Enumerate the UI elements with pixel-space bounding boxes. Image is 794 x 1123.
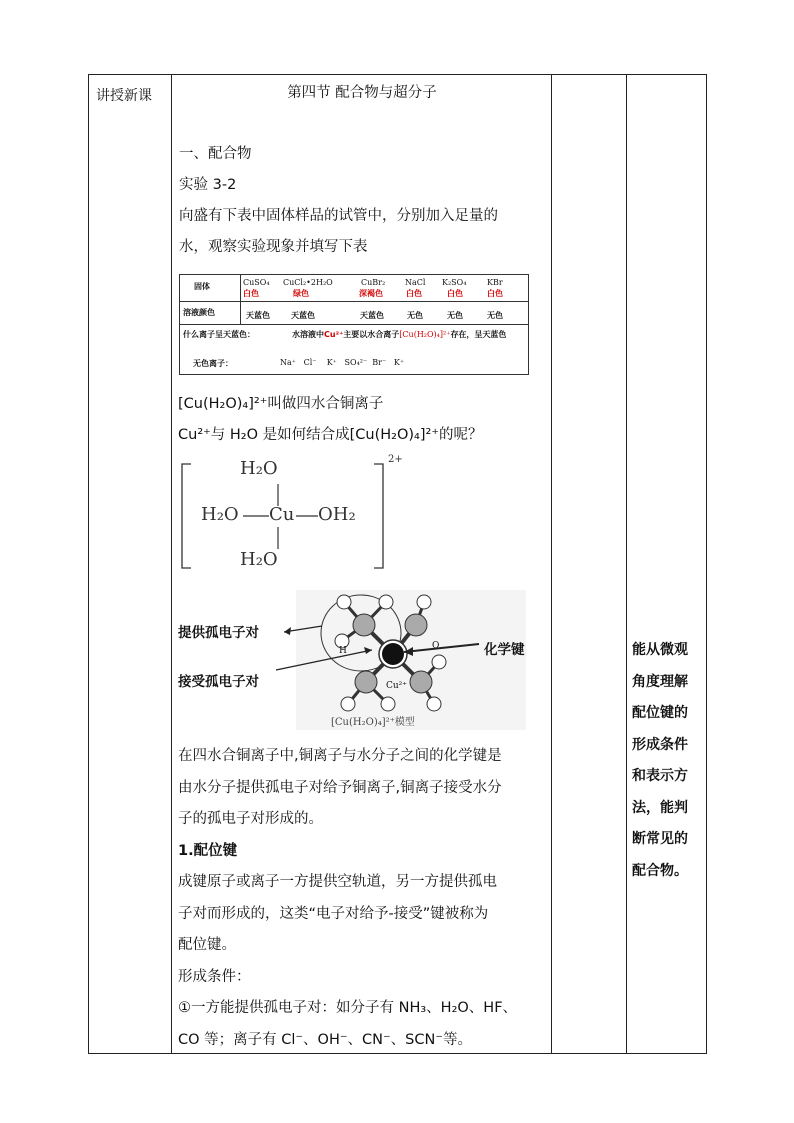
row-label: 讲授新课 (96, 88, 152, 104)
solid-color: 白色 (487, 289, 503, 298)
header-solid: 固体 (194, 282, 210, 291)
solid-color: 白色 (243, 289, 259, 298)
objective-line: 配位键的 (632, 705, 688, 721)
paragraph-line: 成键原子或离子一方提供空轨道，另一方提供孤电 (178, 874, 497, 890)
table-rule (180, 301, 528, 302)
named-line: [Cu(H₂O)₄]²⁺叫做四水合铜离子 (178, 396, 384, 412)
intro-line: 水，观察实验现象并填写下表 (179, 239, 368, 255)
conditions-label: 形成条件： (178, 968, 251, 985)
model-caption: [Cu(H₂O)₄]²⁺模型 (331, 717, 415, 728)
condition-line: ①一方能提供孤电子对：如分子有 NH₃、H₂O、HF、 (178, 1000, 518, 1016)
paragraph-1 (178, 741, 517, 1056)
objective-line: 形成条件 (632, 736, 688, 753)
objective-line: 配合物。 (632, 862, 688, 879)
label-accept: 接受孤电子对 (178, 674, 259, 690)
solution-color: 天蓝色 (360, 311, 384, 320)
solution-color: 无色 (447, 311, 463, 320)
solution-color: 无色 (407, 311, 423, 320)
objective-line: 和表示方 (632, 768, 688, 784)
solution-color: 无色 (487, 311, 503, 320)
question-label: 什么离子呈天蓝色： (183, 330, 255, 339)
solid-formula: CuBr₂ (361, 278, 386, 287)
solid-formula: CuCl₂•2H₂O (283, 278, 333, 287)
solid-formula: NaCl (405, 278, 426, 287)
solid-color: 绿色 (293, 289, 309, 298)
paragraph-line: 在四水合铜离子中,铜离子与水分子之间的化学键是 (178, 748, 502, 764)
table-divider (240, 275, 241, 324)
solid-color: 白色 (406, 289, 422, 298)
charge: 2+ (388, 454, 403, 465)
answer-part: 存在，呈天蓝色 (450, 330, 507, 339)
question-line: Cu²⁺与 H₂O 是如何结合成[Cu(H₂O)₄]²⁺的呢？ (178, 427, 483, 443)
answer-text (292, 329, 506, 340)
atom-cu: Cu²⁺ (386, 681, 408, 691)
column-divider (551, 75, 552, 1053)
metal-center: Cu (269, 504, 295, 525)
atom-o: O (432, 641, 440, 651)
solid-formula: K₂SO₄ (442, 278, 467, 287)
section-heading: 一、配合物 (179, 146, 252, 162)
answer-complex: [Cu(H₂O)₄]²⁺ (399, 330, 451, 339)
answer-ion: Cu²⁺ (324, 330, 344, 339)
paragraph-line: 子对而形成的，这类“电子对给予-接受”键被称为 (178, 905, 489, 922)
experiment-table (179, 274, 529, 375)
solid-formula: KBr (487, 278, 503, 287)
label-provide: 提供孤电子对 (178, 625, 259, 641)
ligand-bottom: H₂O (240, 549, 278, 570)
header-solution: 溶液颜色 (183, 308, 215, 317)
table-rule (180, 324, 528, 325)
solution-color: 天蓝色 (246, 311, 270, 320)
objective-line: 法，能判 (632, 799, 688, 816)
column-divider (171, 75, 172, 1053)
colorless-label: 无色离子： (193, 359, 233, 368)
ligand-left: H₂O (201, 504, 239, 525)
solid-color: 白色 (447, 289, 463, 298)
answer-part: 水溶液中 (292, 330, 324, 339)
paragraph-line: 子的孤电子对形成的。 (178, 811, 323, 827)
coord-bond-heading: 1.配位键 (178, 842, 238, 859)
colorless-ions: Na⁺ Cl⁻ K⁺ SO₄²⁻ Br⁻ K⁺ (280, 358, 405, 367)
column-divider (626, 75, 627, 1053)
atom-h: H (339, 646, 347, 656)
objective-line: 断常见的 (632, 831, 688, 847)
section-title: 第四节 配合物与超分子 (287, 85, 437, 101)
paragraph-line: 由水分子提供孤电子对给予铜离子,铜离子接受水分 (178, 779, 502, 796)
experiment-label: 实验 3-2 (179, 177, 237, 193)
solid-color: 深褐色 (359, 289, 383, 298)
model-figure (176, 588, 526, 728)
learning-objective (632, 635, 702, 887)
ligand-top: H₂O (240, 458, 278, 479)
solid-formula: CuSO₄ (243, 278, 270, 287)
solution-color: 天蓝色 (291, 311, 315, 320)
condition-line: CO 等；离子有 Cl⁻、OH⁻、CN⁻、SCN⁻等。 (178, 1031, 472, 1048)
objective-line: 角度理解 (632, 673, 688, 690)
structure-diagram (178, 454, 468, 572)
ligand-right: OH₂ (318, 504, 356, 525)
paragraph-line: 配位键。 (178, 937, 236, 953)
label-bond: 化学键 (484, 642, 525, 658)
objective-line: 能从微观 (632, 642, 688, 658)
intro-line: 向盛有下表中固体样品的试管中，分别加入足量的 (179, 208, 498, 224)
answer-part: 主要以水合离子 (343, 330, 400, 339)
